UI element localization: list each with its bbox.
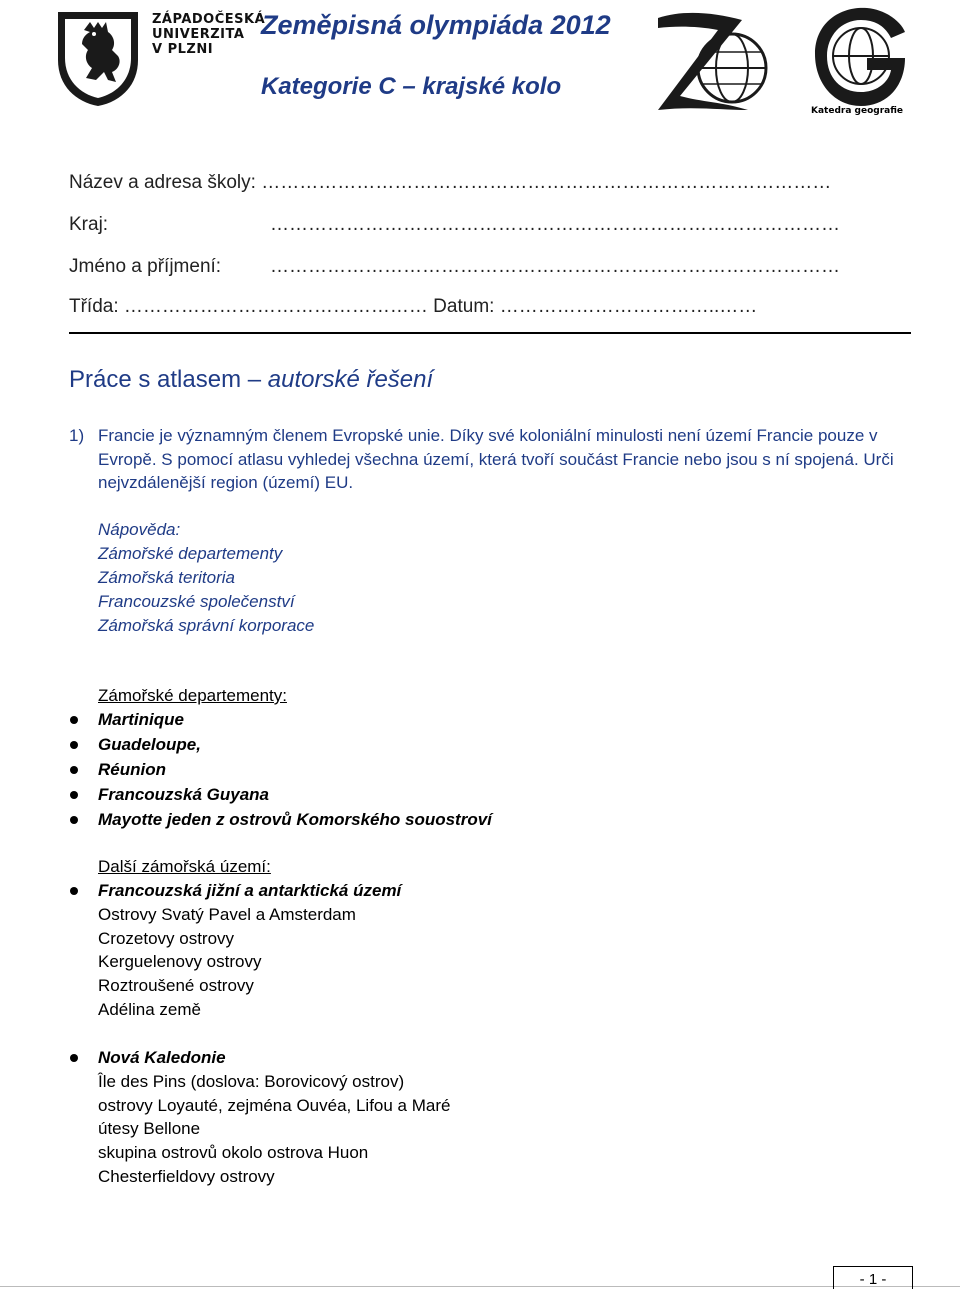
section-title <box>69 366 433 394</box>
territory-item: Nová Kaledonie <box>98 1048 226 1067</box>
department-caption: Katedra geografie <box>811 106 903 116</box>
territory-subitem: Roztroušené ostrovy <box>98 976 254 995</box>
territory-subitem: ostrovy Loyauté, zejména Ouvéa, Lifou a Maré <box>98 1096 451 1115</box>
question-number: 1) <box>69 426 85 445</box>
hint-item: Francouzské společenství <box>98 592 295 611</box>
department-item: Martinique <box>98 710 184 729</box>
territory-subitem: Ostrovy Svatý Pavel a Amsterdam <box>98 905 356 924</box>
territory-subitem: Crozetovy ostrovy <box>98 929 235 948</box>
section-title-text: Práce s atlasem – <box>69 366 268 393</box>
university-crest-logo <box>54 8 142 108</box>
page-bottom-edge <box>0 1286 960 1287</box>
page-number: - 1 - <box>833 1266 913 1289</box>
territory-subitem: Chesterfieldovy ostrovy <box>98 1167 275 1186</box>
university-name-line: ZÁPADOČESKÁ <box>152 12 266 27</box>
university-name-line: V PLZNI <box>152 42 214 57</box>
department-item: Guadeloupe, <box>98 735 201 754</box>
region-field[interactable]: ……………………………………………………………………………… <box>270 214 840 235</box>
name-label: Jméno a příjmení: <box>69 256 222 277</box>
territory-subitem: Kerguelenovy ostrovy <box>98 952 262 971</box>
divider <box>69 332 911 334</box>
department-item: Réunion <box>98 760 166 779</box>
olympiad-logo <box>652 6 770 114</box>
territory-subitem: Adélina země <box>98 1000 202 1019</box>
bullet-icon <box>70 887 78 895</box>
territory-subitem: útesy Bellone <box>98 1119 201 1138</box>
question-text: Francie je významným členem Evropské unie. Díky své koloniální minulosti není území Francie pouze v Evropě. S pomocí atlasu vyhledej všechna území, která tvoří součást Francie nebo jsou s ní spojená. Urči nejvzdálenější region (území) EU. <box>98 426 894 492</box>
bullet-icon <box>70 816 78 824</box>
bullet-icon <box>70 791 78 799</box>
geography-department-logo <box>805 2 911 116</box>
departments-heading: Zámořské departementy: <box>98 686 287 705</box>
question-1 <box>69 424 909 495</box>
name-field[interactable]: ……………………………………………………………………………… <box>270 256 840 277</box>
section-title-italic: autorské řešení <box>267 366 434 393</box>
bullet-icon <box>70 716 78 724</box>
university-name-line: UNIVERZITA <box>152 27 245 42</box>
school-field[interactable]: Název a adresa školy: ……………………………………………………………………………… <box>69 172 832 193</box>
class-date-field[interactable]: Třída: ………………………………………… Datum: ……………………………..…… <box>69 296 758 317</box>
department-item: Francouzská Guyana <box>98 785 270 804</box>
region-label: Kraj: <box>69 214 109 235</box>
document-subtitle: Kategorie C – krajské kolo <box>261 73 562 100</box>
territory-item: Francouzská jižní a antarktická území <box>98 881 402 900</box>
other-territories-heading: Další zámořská území: <box>98 857 271 876</box>
department-item: Mayotte jeden z ostrovů Komorského souostroví <box>98 810 492 829</box>
hint-item: Zámořská správní korporace <box>98 616 315 635</box>
bullet-icon <box>70 1054 78 1062</box>
document-title: Zeměpisná olympiáda 2012 <box>261 10 611 40</box>
territory-subitem: skupina ostrovů okolo ostrova Huon <box>98 1143 369 1162</box>
territory-subitem: Île des Pins (doslova: Borovicový ostrov) <box>98 1072 405 1091</box>
hint-item: Zámořská teritoria <box>98 568 235 587</box>
bullet-icon <box>70 766 78 774</box>
university-name <box>152 12 265 57</box>
hint-item: Zámořské departementy <box>98 544 283 563</box>
hint-label: Nápověda: <box>98 520 181 539</box>
bullet-icon <box>70 741 78 749</box>
